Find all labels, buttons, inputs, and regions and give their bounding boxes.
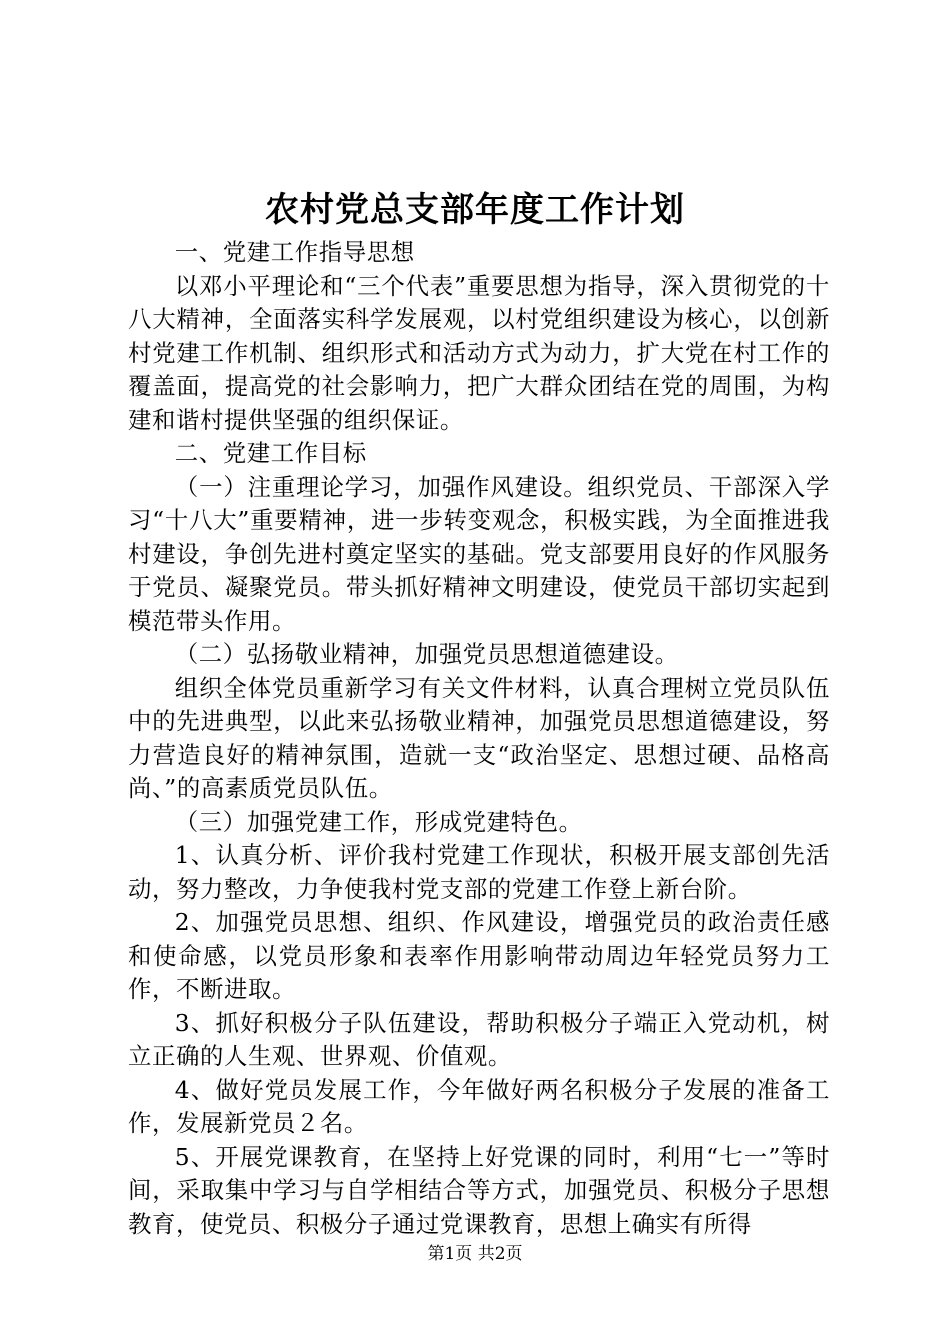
paragraph-goal-2: 组织全体党员重新学习有关文件材料，认真合理树立党员队伍中的先进典型，以此来弘扬敬业精神，加强党员思想道德建设，努力营造良好的精神氛围，造就一支“政治坚定、思想过硬、品格高尚、”的高素质党员队伍。	[128, 673, 830, 802]
list-item-5: 5、开展党课教育，在坚持上好党课的同时，利用“七一”等时间，采取集中学习与自学相结合等方式，加强党员、积极分子思想教育，使党员、积极分子通过党课教育，思想上确实有所得	[128, 1142, 830, 1238]
subheading-goal-2: （二）弘扬敬业精神，加强党员思想道德建设。	[174, 640, 679, 668]
paragraph-goal-1: （一）注重理论学习，加强作风建设。组织党员、干部深入学习“十八大”重要精神，进一步转变观念，积极实践，为全面推进我村建设，争创先进村奠定坚实的基础。党支部要用良好的作风服务于党员、凝聚党员。带头抓好精神文明建设，使党员干部切实起到模范带头作用。	[128, 472, 830, 635]
subheading-goal-3: （三）加强党建工作，形成党建特色。	[174, 807, 583, 836]
list-item-3: 3、抓好积极分子队伍建设，帮助积极分子端正入党动机，树立正确的人生观、世界观、价值观。	[128, 1008, 830, 1070]
paragraph-guiding-thought: 以邓小平理论和“三个代表”重要思想为指导，深入贯彻党的十八大精神，全面落实科学发展观，以村党组织建设为核心，以创新村党建工作机制、组织形式和活动方式为动力，扩大党在村工作的覆盖面，提高党的社会影响力，把广大群众团结在党的周围，为构建和谐村提供坚强的组织保证。	[128, 271, 830, 434]
section-heading-2: 二、党建工作目标	[174, 439, 367, 467]
list-item-2: 2、加强党员思想、组织、作风建设，增强党员的政治责任感和使命感，以党员形象和表率作用影响带动周边年轻党员努力工作，不断进取。	[128, 908, 830, 1003]
list-item-1: 1、认真分析、评价我村党建工作现状，积极开展支部创先活动，努力整改，力争使我村党支部的党建工作登上新台阶。	[128, 841, 830, 903]
document-body	[128, 236, 830, 1241]
page-indicator: 第1页 共2页	[427, 1244, 523, 1264]
section-heading-1: 一、党建工作指导思想	[174, 238, 415, 266]
document-title: 农村党总支部年度工作计划	[265, 190, 685, 230]
list-item-4: 4、做好党员发展工作，今年做好两名积极分子发展的准备工作，发展新党员２名。	[128, 1075, 830, 1137]
